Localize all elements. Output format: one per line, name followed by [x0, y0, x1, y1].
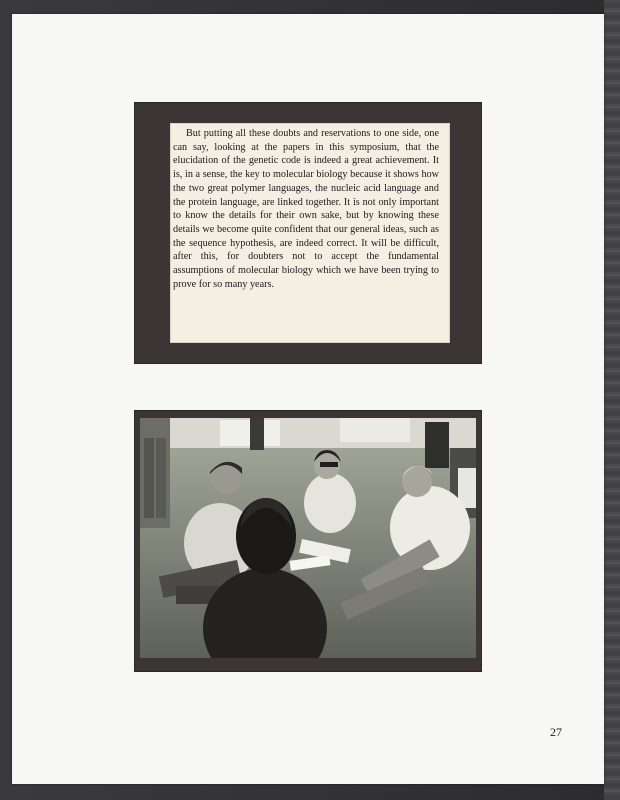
quote-mount — [134, 102, 482, 364]
quote-card — [171, 124, 449, 342]
document-page — [12, 14, 604, 784]
group-photograph — [140, 418, 476, 658]
scan-edge-strip — [604, 0, 620, 800]
quote-text: But putting all these doubts and reservations to one side, one can say, looking at the papers in this symposium, that the elucidation of the genetic code is indeed a great achievement. It is, in a sense, the key to molecular biology because it shows how the two great polymer languages, the nucleic acid language and the protein language, are linked together. It is not only important to know the details for their own sake, but by knowing these details we become quite confident that our general ideas, such as the sequence hypothesis, are indeed correct. It will be difficult, after this, for doubters not to accept the fundamental assumptions of molecular biology which we have been trying to prove for so many years. — [173, 128, 439, 290]
photo-mount — [134, 410, 482, 672]
page-number: 27 — [550, 725, 562, 739]
photograph-icon — [140, 418, 476, 658]
